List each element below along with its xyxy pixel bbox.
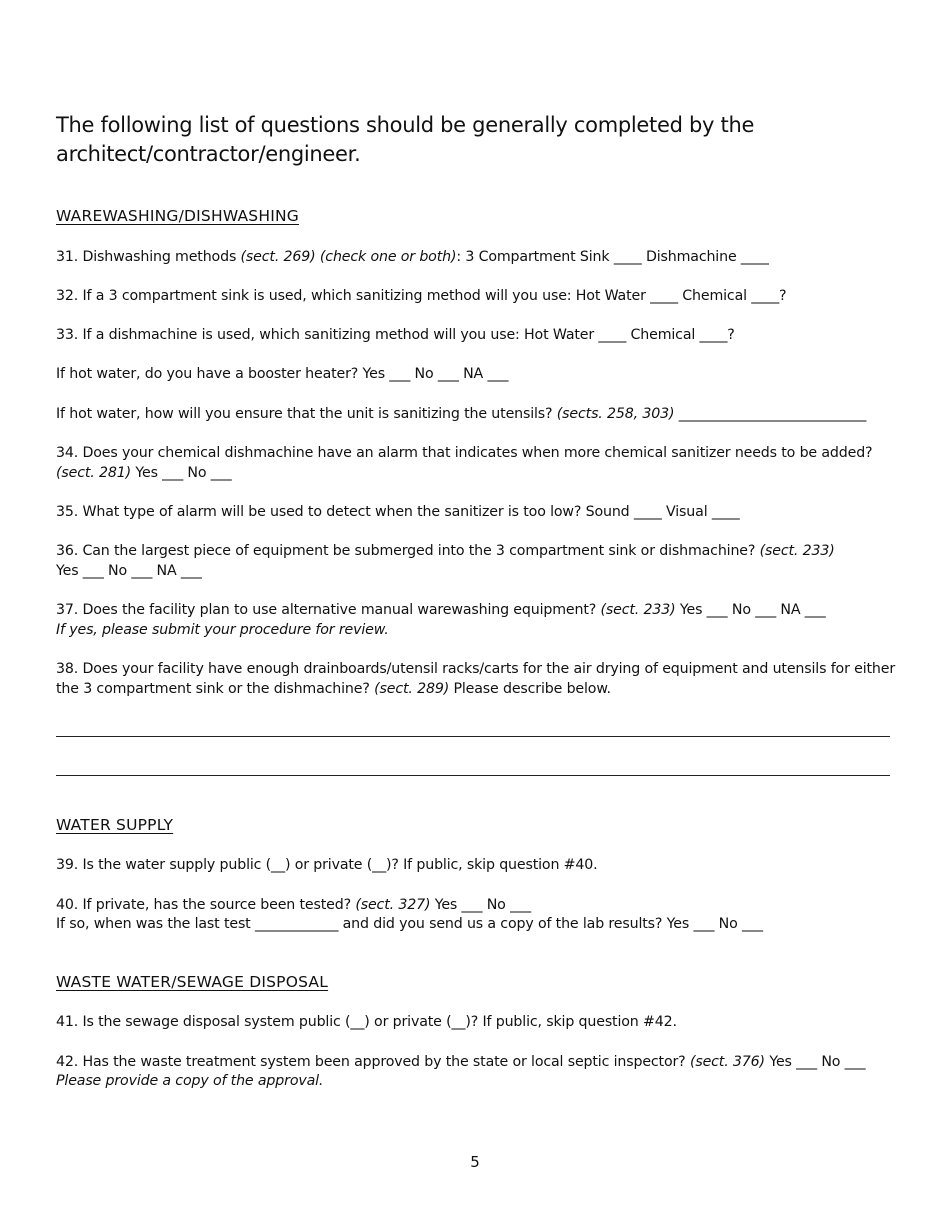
question-42-line1: 42. Has the waste treatment system been approved by the state or local septic inspector? (sect. 376) Yes ___ No ___: [56, 1054, 866, 1070]
answer-line: [56, 736, 890, 737]
question-37-line1: 37. Does the facility plan to use alternative manual warewashing equipment? (sect. 233) Yes ___ No ___ NA ___: [56, 602, 826, 618]
question-37-line2: If yes, please submit your procedure for review.: [56, 622, 389, 638]
section-heading-water-supply: WATER SUPPLY: [56, 816, 174, 834]
question-35: 35. What type of alarm will be used to detect when the sanitizer is too low? Sound ____ Visual ____: [56, 504, 740, 520]
question-31: 31. Dishwashing methods (sect. 269) (check one or both): 3 Compartment Sink ____ Dishmachine ____: [56, 249, 769, 265]
question-36-line1: 36. Can the largest piece of equipment be submerged into the 3 compartment sink or dishmachine? (sect. 233): [56, 543, 835, 559]
section-heading-waste-water: WASTE WATER/SEWAGE DISPOSAL: [56, 973, 329, 991]
question-33-sanitizing-check: If hot water, how will you ensure that the unit is sanitizing the utensils? (sects. 258, 303) ___________________________: [56, 406, 867, 422]
question-40-line1: 40. If private, has the source been tested? (sect. 327) Yes ___ No ___: [56, 897, 531, 913]
question-42-line2: Please provide a copy of the approval.: [56, 1073, 324, 1089]
question-34-line2: (sect. 281) Yes ___ No ___: [56, 465, 232, 481]
page-number: 5: [470, 1153, 480, 1171]
question-34-line1: 34. Does your chemical dishmachine have an alarm that indicates when more chemical sanitizer needs to be added?: [56, 445, 873, 461]
question-39: 39. Is the water supply public (__) or private (__)? If public, skip question #40.: [56, 857, 598, 873]
question-38-line1: 38. Does your facility have enough drainboards/utensil racks/carts for the air drying of equipment and utensils for either: [56, 661, 895, 677]
section-heading-warewashing: WAREWASHING/DISHWASHING: [56, 207, 299, 225]
question-38-line2: the 3 compartment sink or the dishmachine? (sect. 289) Please describe below.: [56, 681, 611, 697]
question-32: 32. If a 3 compartment sink is used, which sanitizing method will you use: Hot Water ____ Chemical ____?: [56, 288, 787, 304]
question-36-line2: Yes ___ No ___ NA ___: [56, 563, 202, 579]
question-40-line2: If so, when was the last test ____________ and did you send us a copy of the lab results? Yes ___ No ___: [56, 916, 763, 932]
question-41: 41. Is the sewage disposal system public (__) or private (__)? If public, skip question #42.: [56, 1014, 677, 1030]
intro-text: The following list of questions should be generally completed by the architect/contractor/engineer.: [56, 113, 755, 166]
question-33-booster-heater: If hot water, do you have a booster heater? Yes ___ No ___ NA ___: [56, 366, 509, 382]
question-33: 33. If a dishmachine is used, which sanitizing method will you use: Hot Water ____ Chemical ____?: [56, 327, 735, 343]
answer-line: [56, 775, 890, 776]
